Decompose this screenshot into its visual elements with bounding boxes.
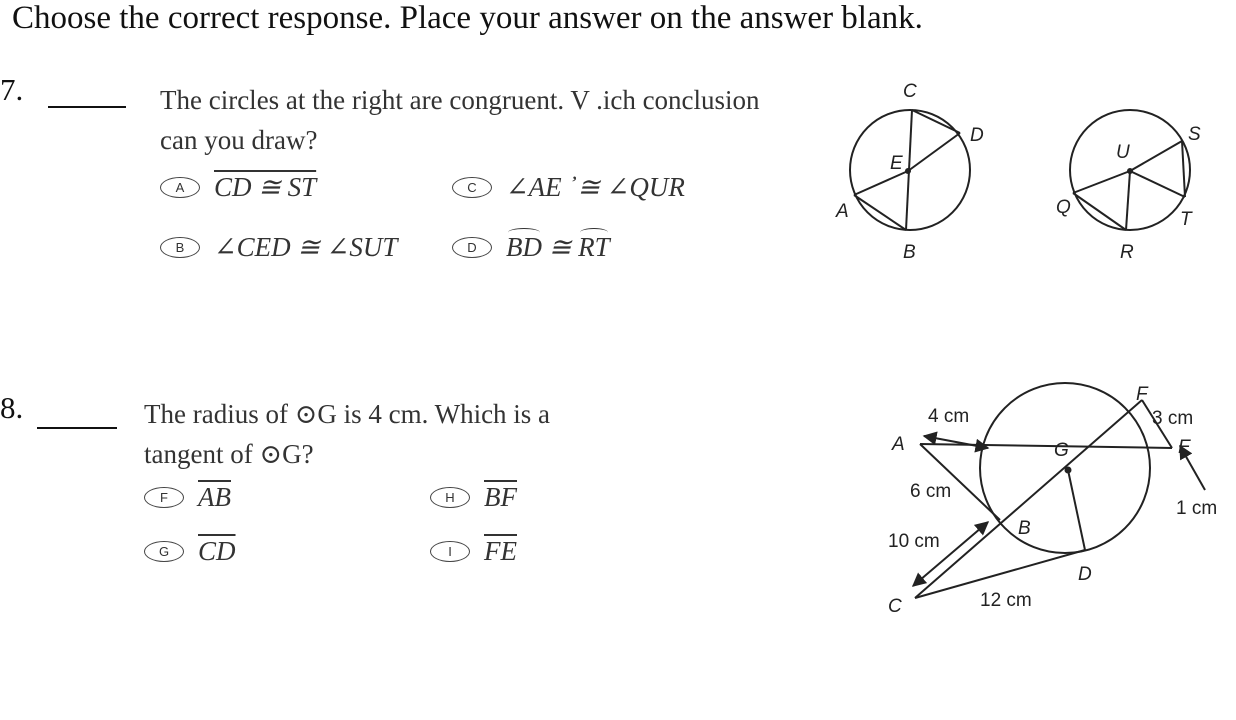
choice-f-text: $\overline{AB}$ [198, 482, 231, 512]
question-8-choice-g[interactable] [144, 536, 236, 567]
label-d: D [1078, 564, 1092, 585]
label-t: T [1180, 209, 1192, 230]
label-d: D [970, 125, 984, 146]
segment-uq [1073, 171, 1130, 193]
choice-bubble-a[interactable]: A [160, 177, 200, 198]
question-7-prompt-line1: The circles at the right are congruent. V .ich conclusion [160, 85, 760, 115]
label-b: B [1018, 518, 1031, 539]
choice-d-text [506, 232, 610, 263]
segment-ea [854, 171, 908, 195]
choice-bubble-g[interactable]: G [144, 541, 184, 562]
point-u [1127, 168, 1133, 174]
label-e: E [1178, 437, 1191, 458]
measure-6cm: 6 cm [910, 481, 952, 502]
question-7-answer-blank[interactable] [48, 106, 126, 108]
label-c: C [903, 81, 917, 102]
arrow-4cm [924, 436, 988, 448]
measure-10cm: 10 cm [888, 531, 940, 552]
segment-cd [912, 110, 960, 133]
question-7-prompt-line2: can you draw? [160, 125, 318, 155]
choice-h-text: $\overline{BF}$ [484, 482, 517, 512]
point-e [905, 168, 911, 174]
question-8-number: 8. [0, 390, 24, 425]
segment-gd [1068, 470, 1085, 550]
choice-bubble-f[interactable]: F [144, 487, 184, 508]
choice-bubble-i[interactable]: I [430, 541, 470, 562]
label-f: F [1136, 384, 1148, 405]
question-7-number: 7. [0, 72, 24, 107]
point-g [1065, 467, 1072, 474]
congruent-sign: ≅ [542, 232, 579, 262]
question-8-choice-i[interactable] [430, 536, 517, 567]
arc-rt: RT [578, 232, 610, 262]
choice-bubble-b[interactable]: B [160, 237, 200, 258]
question-8-answer-blank[interactable] [37, 427, 117, 429]
choice-i-text: $\overline{FE}$ [484, 536, 517, 566]
choice-g-text: $\overline{CD}$ [198, 536, 236, 566]
label-a: A [892, 434, 905, 455]
segment-st [1182, 141, 1185, 197]
choice-bubble-d[interactable]: D [452, 237, 492, 258]
label-r: R [1120, 242, 1134, 263]
question-8-choice-f[interactable] [144, 482, 231, 513]
measure-1cm: 1 cm [1176, 498, 1218, 519]
question-8-prompt-line1: The radius of ⊙G is 4 cm. Which is a [144, 399, 551, 429]
measure-4cm: 4 cm [928, 406, 970, 427]
label-a: A [836, 201, 849, 222]
segment-qr [1073, 193, 1126, 230]
label-e: E [890, 153, 903, 174]
question-8-figure [880, 380, 1230, 620]
segment-ut [1130, 171, 1185, 197]
arc-bd: BD [506, 232, 542, 262]
question-8-choice-h[interactable] [430, 482, 517, 513]
measure-12cm: 12 cm [980, 590, 1032, 611]
question-7-choice-b[interactable] [160, 232, 397, 263]
label-q: Q [1056, 197, 1071, 218]
segment-ae [920, 444, 1172, 448]
label-c: C [888, 596, 902, 617]
choice-bubble-h[interactable]: H [430, 487, 470, 508]
label-s: S [1188, 124, 1201, 145]
label-u: U [1116, 142, 1130, 163]
question-8-prompt-line2: tangent of ⊙G? [144, 439, 314, 469]
choice-bubble-c[interactable]: C [452, 177, 492, 198]
question-8-prompt [144, 394, 550, 474]
segment-ed [908, 133, 960, 171]
choice-b-text: ∠CED ≅ ∠SUT [214, 232, 398, 262]
question-7-figure [830, 75, 1220, 275]
label-b: B [903, 242, 916, 263]
measure-3cm: 3 cm [1152, 408, 1194, 429]
question-7-choice-c[interactable] [452, 172, 685, 203]
segment-us [1130, 141, 1182, 171]
question-7-choice-d[interactable] [452, 232, 610, 263]
choice-a-text: CD ≅ ST [214, 172, 317, 202]
segment-ab [854, 195, 906, 230]
choice-c-text: ∠AE ᾿≅ ∠QUR [506, 172, 685, 202]
segment-ur [1126, 171, 1130, 230]
question-7-prompt [160, 80, 760, 160]
instructions: Choose the correct response. Place your answer on the answer blank. [12, 0, 923, 36]
question-7-choice-a[interactable] [160, 172, 316, 203]
label-g: G [1054, 440, 1069, 461]
